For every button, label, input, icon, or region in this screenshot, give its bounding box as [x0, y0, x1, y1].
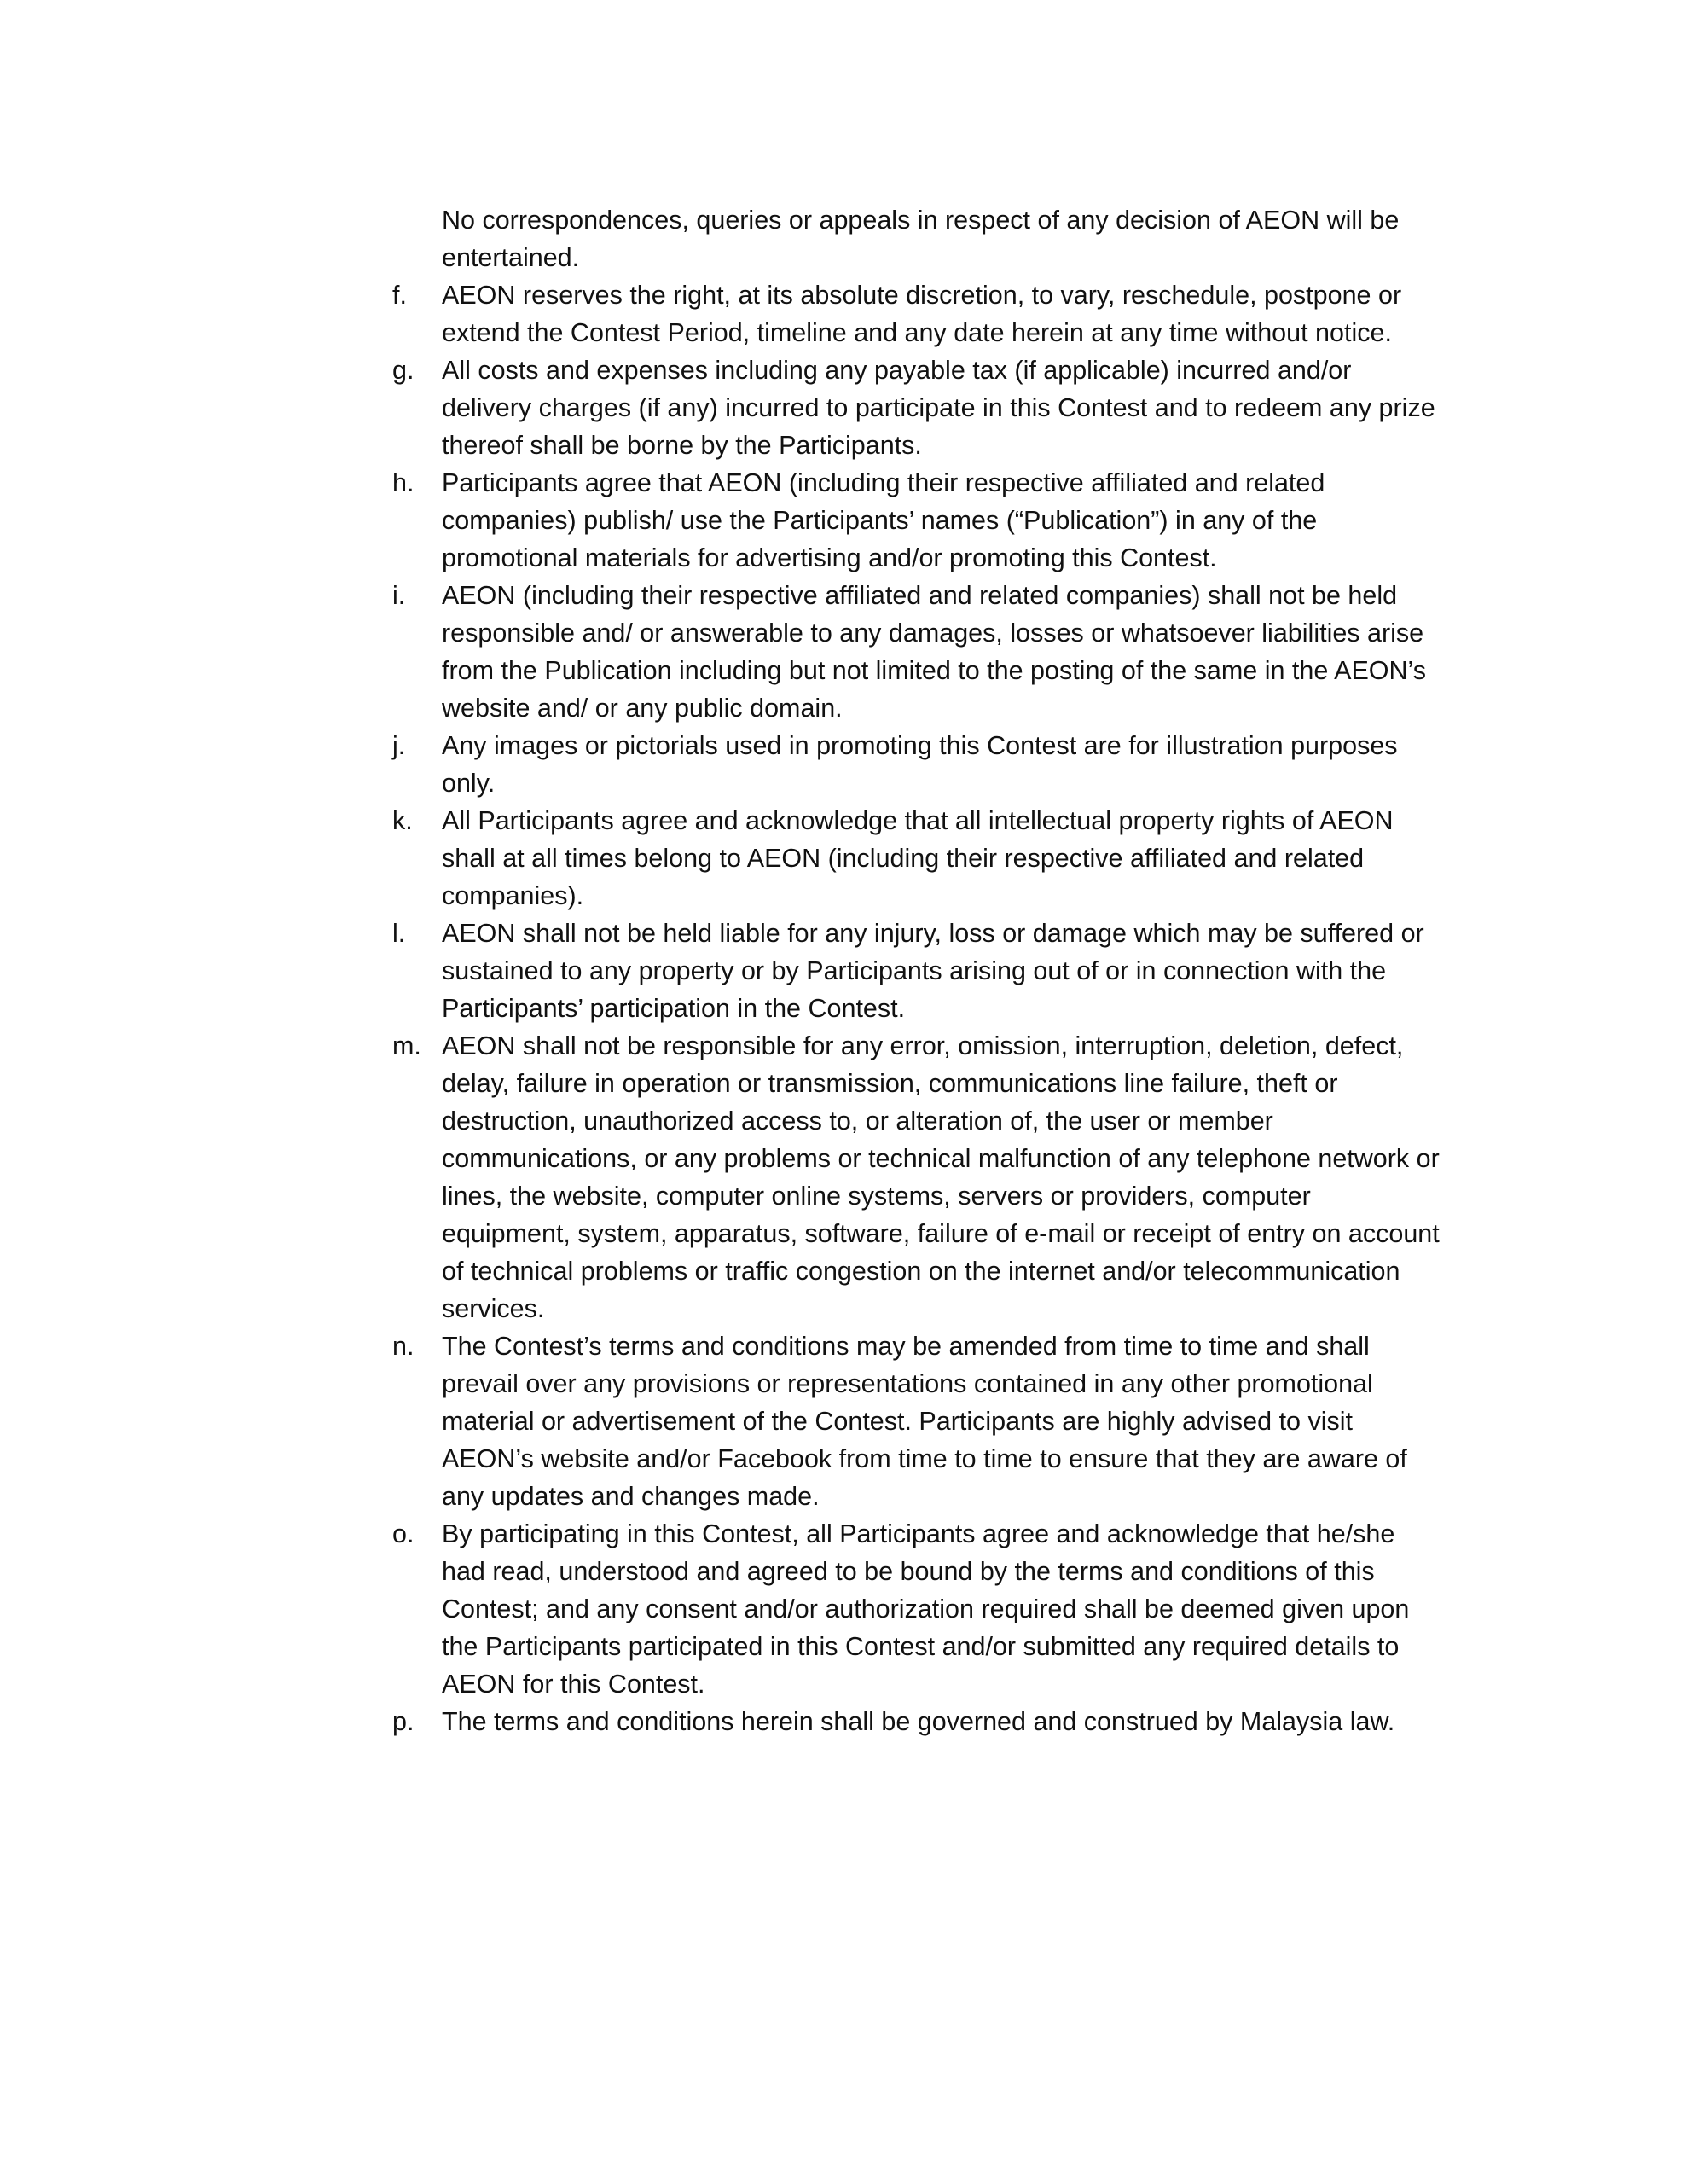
list-item-l [392, 915, 1441, 1027]
list-marker: l. [392, 919, 406, 948]
list-item-m [392, 1027, 1441, 1327]
list-item-text: The Contest’s terms and conditions may be amended from time to time and shall prevail over any provisions or representations contained in any other promotional material or advertisement of the Contest. Participants are highly advised to visit AEON’s website and/or Facebook from time to time to ensure that they are aware of any updates and changes made. [442, 1332, 1407, 1511]
list-marker: o. [392, 1519, 415, 1548]
list-marker: g. [392, 356, 415, 385]
list-marker: i. [392, 581, 406, 610]
list-item-text: By participating in this Contest, all Participants agree and acknowledge that he/she had read, understood and agreed to be bound by the terms and conditions of this Contest; and any consent and/or authorization required shall be deemed given upon the Participants participated in this Contest and/or submitted any required details to AEON for this Contest. [442, 1519, 1410, 1699]
list-item-text: The terms and conditions herein shall be governed and construed by Malaysia law. [442, 1707, 1395, 1736]
list-item-i [392, 577, 1441, 727]
continuation-text: No correspondences, queries or appeals in respect of any decision of AEON will be entertained. [442, 206, 1400, 272]
list-marker: j. [392, 731, 406, 760]
list-marker: n. [392, 1332, 415, 1361]
list-item-g [392, 351, 1441, 464]
list-item-text: AEON shall not be responsible for any error, omission, interruption, deletion, defect, delay, failure in operation or transmission, communications line failure, theft or destruction, unauthorized access to, or alteration of, the user or member communications, or any problems or technical malfunction of any telephone network or lines, the website, computer online systems, servers or providers, computer equipment, system, apparatus, software, failure of e-mail or receipt of entry on account of technical problems or traffic congestion on the internet and/or telecommunication services. [442, 1031, 1440, 1323]
list-item-p [392, 1703, 1441, 1740]
list-item-text: AEON reserves the right, at its absolute discretion, to vary, reschedule, postpone or extend the Contest Period, timeline and any date herein at any time without notice. [442, 281, 1402, 347]
list-marker: h. [392, 468, 415, 497]
list-item-text: AEON shall not be held liable for any injury, loss or damage which may be suffered or sustained to any property or by Participants arising out of or in connection with the Participants’ participation in the Contest. [442, 919, 1424, 1023]
list-item-text: All Participants agree and acknowledge that all intellectual property rights of AEON shall at all times belong to AEON (including their respective affiliated and related companies). [442, 806, 1394, 910]
list-item-j [392, 727, 1441, 802]
list-item-o [392, 1515, 1441, 1703]
list-marker: f. [392, 281, 407, 310]
list-item-text: Any images or pictorials used in promoting this Contest are for illustration purposes only. [442, 731, 1398, 798]
list-item-text: AEON (including their respective affiliated and related companies) shall not be held responsible and/ or answerable to any damages, losses or whatsoever liabilities arise from the Publication including but not limited to the posting of the same in the AEON’s website and/ or any public domain. [442, 581, 1427, 723]
list-marker: k. [392, 806, 413, 835]
list-item-n [392, 1327, 1441, 1515]
list-item-f [392, 276, 1441, 351]
list-item-h [392, 464, 1441, 577]
list-item-text: All costs and expenses including any payable tax (if applicable) incurred and/or delivery charges (if any) incurred to participate in this Contest and to redeem any prize thereof shall be borne by the Participants. [442, 356, 1435, 460]
list-item-text: Participants agree that AEON (including their respective affiliated and related companies) publish/ use the Participants’ names (“Publication”) in any of the promotional materials for advertising and/or promoting this Contest. [442, 468, 1325, 572]
list-item-k [392, 802, 1441, 915]
continuation-paragraph [392, 201, 1441, 276]
terms-list [392, 201, 1441, 1740]
list-marker: m. [392, 1031, 421, 1060]
list-marker: p. [392, 1707, 415, 1736]
